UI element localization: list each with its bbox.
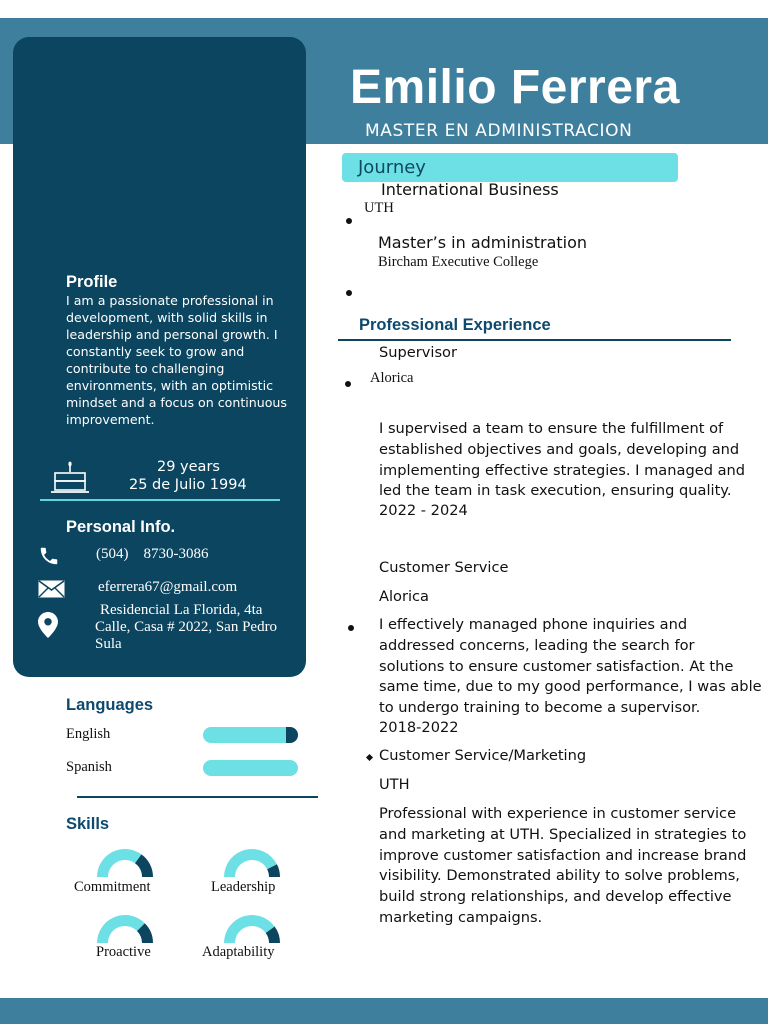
education-school: Bircham Executive College: [378, 254, 539, 270]
list-bullet: [345, 381, 351, 387]
skill-gauge-filled: [224, 915, 275, 943]
section-divider: [40, 499, 280, 501]
education-degree: Master’s in administration: [378, 233, 588, 252]
skill-name: Leadership: [211, 879, 276, 895]
personal-info-heading: Personal Info.: [66, 518, 176, 536]
languages-heading: Languages: [66, 696, 154, 714]
section-divider: [77, 796, 318, 798]
job-company: Alorica: [370, 370, 414, 386]
candidate-title: MASTER EN ADMINISTRACION: [365, 121, 633, 141]
language-name: Spanish: [66, 759, 112, 775]
experience-heading: Professional Experience: [359, 316, 551, 334]
age: 29 years: [157, 459, 220, 475]
skill-gauge: [95, 849, 155, 877]
job-period: 2018-2022: [379, 719, 459, 736]
language-name: English: [66, 726, 111, 742]
list-bullet: [348, 625, 354, 631]
job-role: Customer Service/Marketing: [379, 747, 587, 764]
journey-heading: Journey: [358, 157, 426, 178]
skill-gauge: [95, 915, 155, 943]
footer-band: [0, 998, 768, 1024]
list-bullet: [346, 218, 352, 224]
language-level-bar: [203, 727, 298, 743]
profile-heading: Profile: [66, 273, 118, 291]
job-period: 2022 - 2024: [379, 502, 468, 519]
job-company: UTH: [379, 776, 410, 793]
envelope-icon: [38, 580, 65, 598]
skill-name: Adaptability: [202, 944, 275, 960]
phone-icon: [38, 545, 60, 567]
education-degree: International Business: [381, 180, 559, 199]
profile-text: I am a passionate professional in development, with solid skills in leadership and personal growth. I constantly seek to grow and contribute to challenging environments, with an optimistic mindset and a focus on continuous improvement.: [66, 293, 287, 427]
language-level-bar: [203, 760, 298, 776]
birth-date: 25 de Julio 1994: [129, 477, 247, 493]
skills-heading: Skills: [66, 815, 110, 833]
job-description: I effectively managed phone inquiries and addressed concerns, leading the search for solutions to ensure customer satisfaction. At the same time, due to my good performance, I was able to undergo training to become a supervisor.: [379, 616, 762, 717]
candidate-name: Emilio Ferrera: [350, 61, 680, 114]
skill-gauge-filled: [97, 849, 141, 877]
job-role: Supervisor: [379, 344, 457, 361]
job-company: Alorica: [379, 588, 429, 605]
job-description: Professional with experience in customer service and marketing at UTH. Specialized in strategies to improve customer satisfaction and increase brand visibility. Demonstrated ability to solve problems, build strong relationships, and develop effective marketing campaigns.: [379, 805, 747, 926]
job-role: Customer Service: [379, 559, 509, 576]
skill-name: Proactive: [96, 944, 151, 960]
job-description: I supervised a team to ensure the fulfillment of established objectives and goals, developing and implementing effective strategies. I managed and led the team in task execution, ensuring quality.: [379, 420, 746, 500]
skill-gauge: [222, 849, 282, 877]
language-level-remainder: [286, 727, 298, 743]
skill-gauge-filled: [97, 915, 145, 943]
email-address: eferrera67@gmail.com: [98, 579, 238, 595]
list-bullet: [366, 754, 373, 761]
section-divider: [338, 339, 731, 341]
home-address: Residencial La Florida, 4ta Calle, Casa # 2022, San Pedro Sula: [95, 602, 278, 652]
skill-gauge: [222, 915, 282, 943]
list-bullet: [346, 290, 352, 296]
skill-name: Commitment: [74, 879, 151, 895]
phone-number: (504) 8730-3086: [96, 546, 209, 562]
location-pin-icon: [38, 612, 58, 638]
education-school: UTH: [364, 200, 394, 216]
birthday-cake-icon: [51, 461, 91, 495]
